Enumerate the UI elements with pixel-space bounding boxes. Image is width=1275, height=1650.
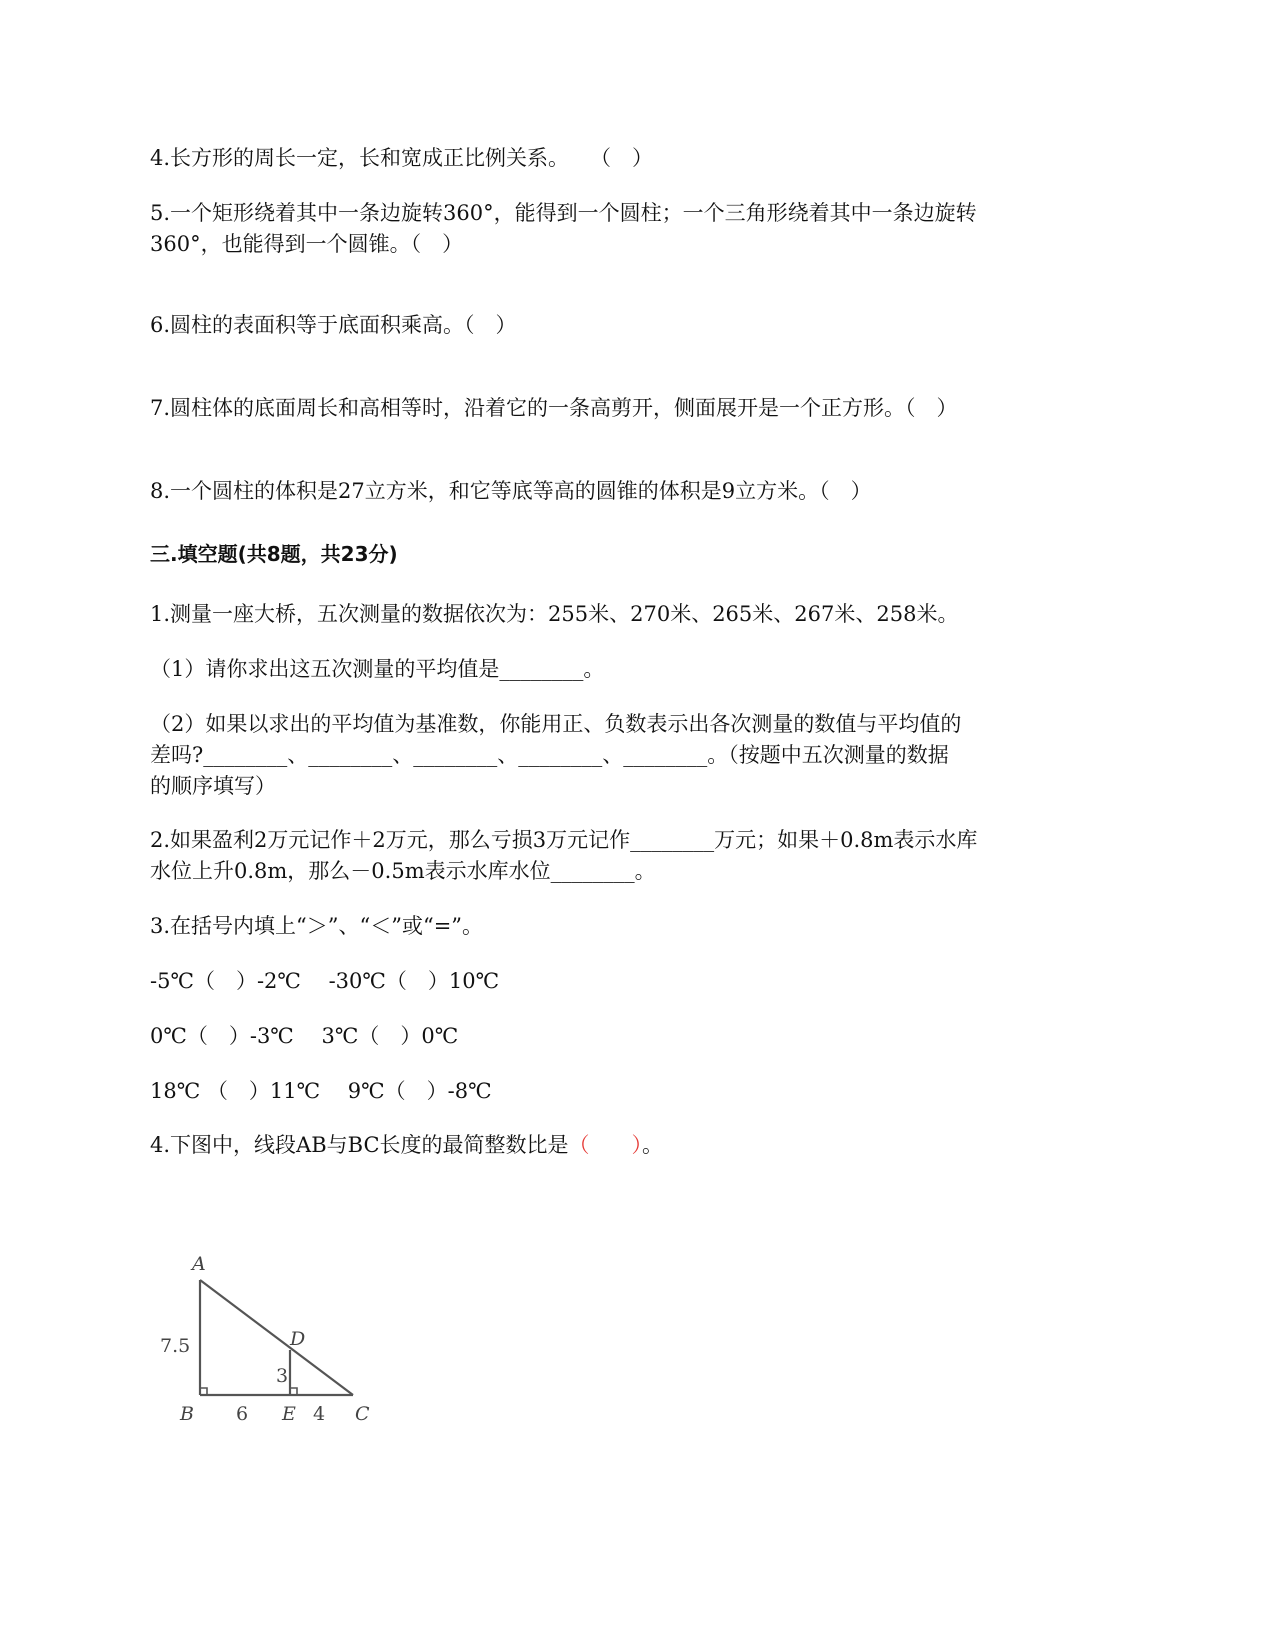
judgement-question-6: 6.圆柱的表面积等于底面积乘高。（ ） xyxy=(150,313,517,337)
fill-question-1-part-2-line2: 差吗?________、________、________、________、________。（按题中五次测量的数据 xyxy=(150,743,949,767)
label-length-ab: 7.5 xyxy=(160,1335,191,1357)
triangle-figure xyxy=(150,1240,400,1425)
fill-question-1-part-2-line3: 的顺序填写） xyxy=(150,774,276,798)
fill-question-1: 1.测量一座大桥，五次测量的数据依次为：255米、270米、265米、267米、258米。 xyxy=(150,602,959,626)
fill-question-4-text: 4.下图中，线段AB与BC长度的最简整数比是 xyxy=(150,1133,569,1157)
judgement-question-5-line1: 5.一个矩形绕着其中一条边旋转360°，能得到一个圆柱；一个三角形绕着其中一条边旋转 xyxy=(150,201,977,225)
label-b: B xyxy=(180,1403,194,1425)
section-title: 三.填空题(共8题，共23分) xyxy=(150,542,398,566)
label-d: D xyxy=(290,1328,306,1350)
fill-question-2-line2: 水位上升0.8m，那么－0.5m表示水库水位________。 xyxy=(150,859,656,883)
label-e: E xyxy=(282,1403,296,1425)
judgement-question-5-line2: 360°，也能得到一个圆锥。（ ） xyxy=(150,232,464,256)
fill-question-2-line1: 2.如果盈利2万元记作＋2万元，那么亏损3万元记作________万元；如果＋0.8m表示水库 xyxy=(150,828,978,852)
answer-parentheses: （ ） xyxy=(568,1133,643,1157)
fill-question-1-part-1: （1）请你求出这五次测量的平均值是________。 xyxy=(150,657,605,681)
fill-question-4 xyxy=(150,1129,1125,1161)
comparison-row-2: 0℃（ ）-3℃ 3℃（ ）0℃ xyxy=(150,1024,459,1048)
label-c: C xyxy=(355,1403,370,1425)
triangle-diagram xyxy=(150,1240,400,1425)
judgement-question-4: 4.长方形的周长一定，长和宽成正比例关系。 （ ） xyxy=(150,146,654,170)
comparison-row-1: -5℃（ ）-2℃ -30℃（ ）10℃ xyxy=(150,969,500,993)
label-length-be: 6 xyxy=(236,1403,249,1425)
judgement-question-8: 8.一个圆柱的体积是27立方米，和它等底等高的圆锥的体积是9立方米。（ ） xyxy=(150,479,872,503)
fill-question-1-part-2-line1: （2）如果以求出的平均值为基准数，你能用正、负数表示出各次测量的数值与平均值的 xyxy=(150,712,962,736)
label-length-de: 3 xyxy=(276,1365,289,1387)
label-a: A xyxy=(192,1253,206,1275)
judgement-question-7: 7.圆柱体的底面周长和高相等时，沿着它的一条高剪开，侧面展开是一个正方形。（ ） xyxy=(150,396,958,420)
fill-question-4-end: 。 xyxy=(642,1133,664,1157)
comparison-row-3: 18℃ （ ）11℃ 9℃（ ）-8℃ xyxy=(150,1079,492,1103)
label-length-ec: 4 xyxy=(313,1403,326,1425)
fill-question-3: 3.在括号内填上“＞”、“＜”或“=”。 xyxy=(150,914,484,938)
